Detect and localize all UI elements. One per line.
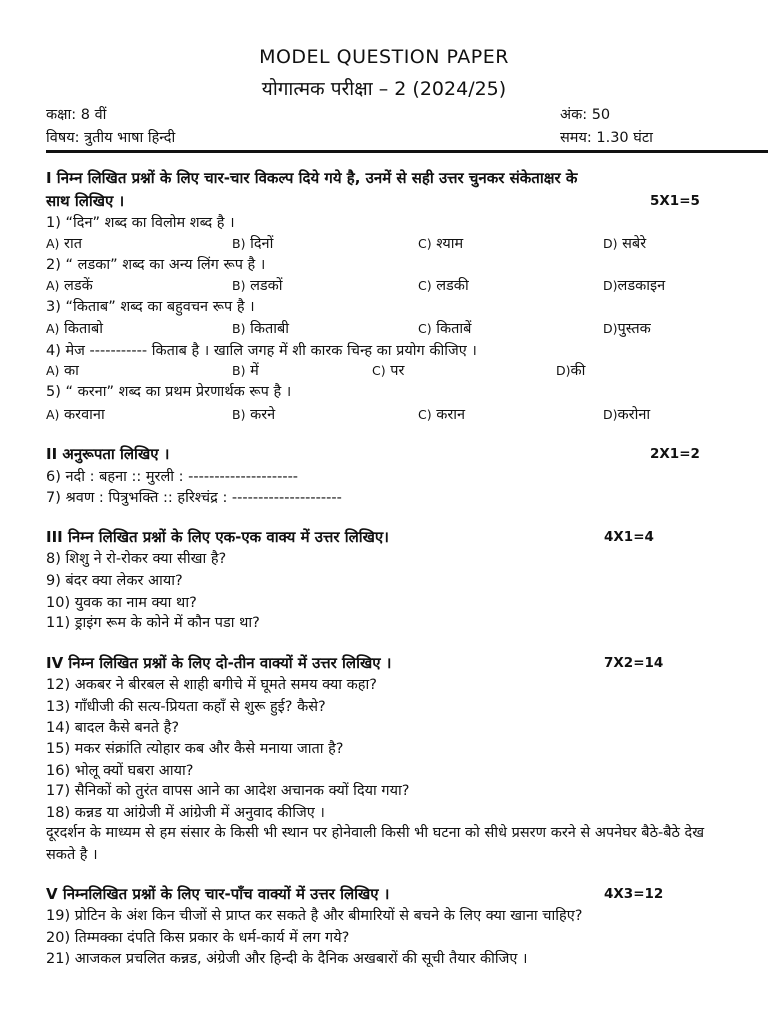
q2-option-a: A) लडकें <box>46 278 93 294</box>
section5-marks: 4X3=12 <box>604 886 664 902</box>
section4-heading: IV निम्न लिखित प्रश्नों के लिए दो-तीन वाक्यों में उत्तर लिखिए । <box>46 654 392 672</box>
question-3: 3) “किताब” शब्द का बहुवचन रूप है । <box>46 299 255 315</box>
q2-option-b: B) लडकों <box>232 278 283 294</box>
section3-marks: 4X1=4 <box>604 529 654 545</box>
translation-paragraph: दूरदर्शन के माध्यम से हम संसार के किसी भी स्थान पर होनेवाली किसी भी घटना को सीधे प्रसरण करने से अपनेघर बैठे-बैठे देख सकते है । <box>46 825 705 863</box>
question-10: 10) युवक का नाम क्या था? <box>46 595 197 611</box>
q3-option-c: C) किताबें <box>418 321 472 337</box>
total-marks-label: अंक: 50 <box>560 107 611 123</box>
q4-option-a: A) का <box>46 363 79 379</box>
question-6: 6) नदी : बहना :: मुरली : --------------------- <box>46 469 299 485</box>
q5-option-c: C) करान <box>418 407 466 423</box>
section1-marks: 5X1=5 <box>650 193 700 209</box>
question-5: 5) “ करना” शब्द का प्रथम प्रेरणार्थक रूप है । <box>46 384 292 400</box>
section1-heading-line1: I निम्न लिखित प्रश्नों के लिए चार-चार विकल्प दिये गये है, उनमें से सही उत्तर चुनकर संकेताक्षर के <box>46 169 578 187</box>
q2-option-d: D)लडकाइन <box>603 278 666 294</box>
q3-option-d: D)पुस्तक <box>603 321 651 337</box>
q1-option-d: D) सबेरे <box>603 236 647 252</box>
section1-heading-line2: साथ लिखिए । <box>46 192 125 210</box>
class-label: कक्षा: 8 वीं <box>46 107 107 123</box>
q5-option-d: D)करोना <box>603 407 651 423</box>
question-7: 7) श्रवण : पित्रुभक्ति :: हरिश्चंद्र : --------------------- <box>46 490 342 506</box>
section2-marks: 2X1=2 <box>650 446 700 462</box>
question-13: 13) गाँधीजी की सत्य-प्रियता कहाँ से शुरू हुई? कैसे? <box>46 699 326 715</box>
exam-subtitle: योगात्मक परीक्षा – 2 (2024/25) <box>261 78 507 100</box>
question-19: 19) प्रोटिन के अंश किन चीजों से प्राप्त कर सकते है और बीमारियों से बचने के लिए क्या खाना चाहिए? <box>46 908 583 924</box>
question-14: 14) बादल कैसे बनते है? <box>46 720 180 736</box>
subject-label: विषय: त्रुतीय भाषा हिन्दी <box>46 130 176 146</box>
q3-option-b: B) किताबी <box>232 321 290 337</box>
q1-option-a: A) रात <box>46 236 82 252</box>
q5-option-b: B) करने <box>232 407 276 423</box>
q4-option-c: C) पर <box>372 363 405 379</box>
q5-option-a: A) करवाना <box>46 407 105 423</box>
time-label: समय: 1.30 घंटा <box>560 130 653 146</box>
section2-heading: II अनुरूपता लिखिए । <box>46 445 170 463</box>
question-20: 20) तिम्मक्का दंपति किस प्रकार के धर्म-कार्य में लग गये? <box>46 930 350 946</box>
question-16: 16) भोलू क्यों घबरा आया? <box>46 763 194 779</box>
question-21: 21) आजकल प्रचलित कन्नड, अंग्रेजी और हिन्दी के दैनिक अखबारों की सूची तैयार कीजिए । <box>46 951 528 967</box>
q3-option-a: A) किताबो <box>46 321 103 337</box>
question-4: 4) मेज ----------- किताब है । खालि जगह में शी कारक चिन्ह का प्रयोग कीजिए । <box>46 343 477 359</box>
q1-option-b: B) दिनों <box>232 236 274 252</box>
section3-heading: III निम्न लिखित प्रश्नों के लिए एक-एक वाक्य में उत्तर लिखिए। <box>46 528 389 546</box>
header-divider <box>46 150 768 153</box>
section4-marks: 7X2=14 <box>604 655 664 671</box>
question-1: 1) “दिन” शब्द का विलोम शब्द है । <box>46 215 235 231</box>
section5-heading: V निम्नलिखित प्रश्नों के लिए चार-पाँच वाक्यों में उत्तर लिखिए । <box>46 885 390 903</box>
question-17: 17) सैनिकों को तुरंत वापस आने का आदेश अचानक क्यों दिया गया? <box>46 783 410 799</box>
question-15: 15) मकर संक्रांति त्योहार कब और कैसे मनाया जाता है? <box>46 741 344 757</box>
q4-option-d: D)की <box>556 363 586 379</box>
question-12: 12) अकबर ने बीरबल से शाही बगीचे में घूमते समय क्या कहा? <box>46 677 377 693</box>
paper-title: MODEL QUESTION PAPER <box>259 46 509 68</box>
q4-option-b: B) में <box>232 363 259 379</box>
question-9: 9) बंदर क्या लेकर आया? <box>46 573 183 589</box>
question-8: 8) शिशु ने रो-रोकर क्या सीखा है? <box>46 551 227 567</box>
question-18: 18) कन्नड या आंग्रेजी में आंग्रेजी में अनुवाद कीजिए । <box>46 805 325 821</box>
q1-option-c: C) श्याम <box>418 236 464 252</box>
question-2: 2) “ लडका” शब्द का अन्य लिंग रूप है । <box>46 257 266 273</box>
q2-option-c: C) लडकी <box>418 278 469 294</box>
question-11: 11) ड्राइंग रूम के कोने में कौन पडा था? <box>46 615 260 631</box>
